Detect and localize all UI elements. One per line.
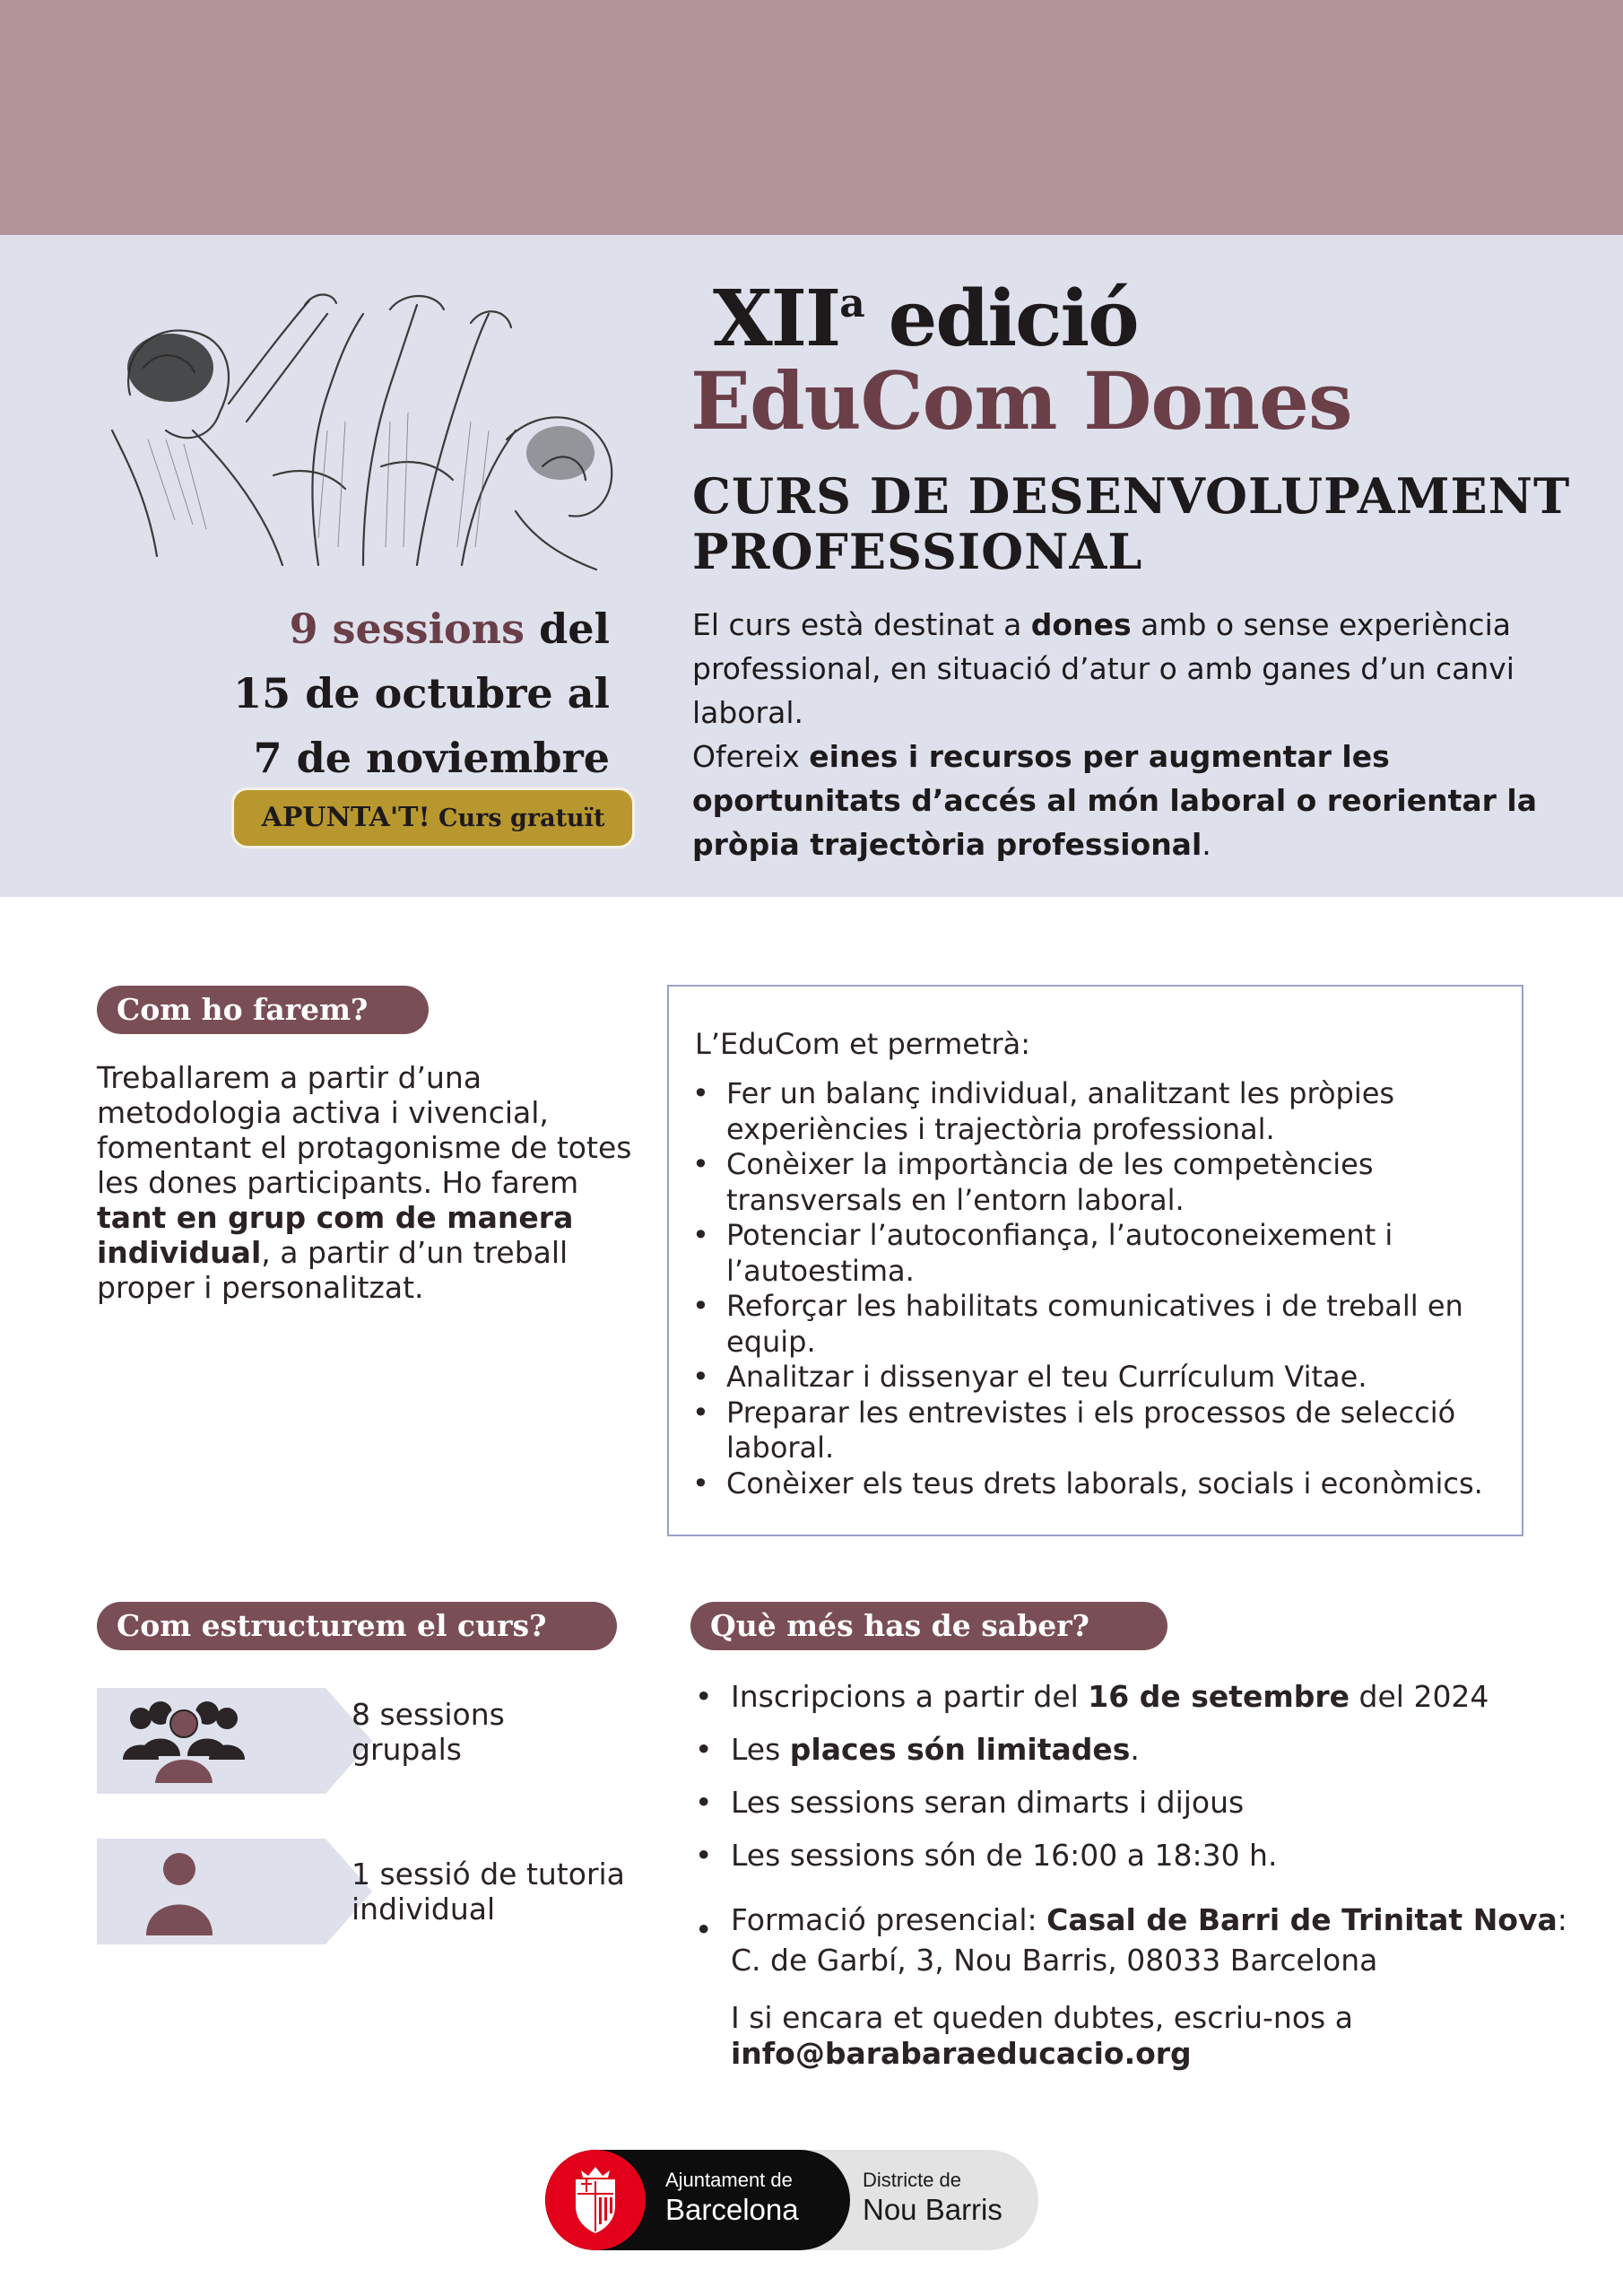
group-session-text: 8 sessions grupals — [352, 1697, 505, 1767]
benefits-intro: L’EduCom et permetrà: — [695, 1027, 1031, 1061]
course-description: El curs està destinat a dones amb o sense experiència professional, en situació d’atur o amb ganes d’un canvi laboral. Ofereix eines i recursos per augmentar les oportunitats d’accés al món laboral o reorientar la pròpia trajectòria professional. — [692, 607, 1537, 862]
top-color-band — [0, 0, 1623, 235]
info-item-days: • Les sessions seran dimarts i dijous — [695, 1785, 1245, 1820]
info-item-location: • Formació presencial: Casal de Barri de Trinitat Nova: C. de Garbí, 3, Nou Barris, 08033 Barcelona — [695, 1902, 1567, 1978]
list-item: • Potenciar l’autoconfiança, l’autoconeixement i l’autoestima. — [690, 1218, 1506, 1289]
info-item-schedule: • Les sessions són de 16:00 a 18:30 h. — [695, 1838, 1278, 1873]
person-icon — [139, 1848, 220, 1937]
raised-hands-illustration — [94, 287, 650, 574]
course-title: CURS DE DESENVOLUPAMENT PROFESSIONAL — [692, 467, 1571, 580]
logo-district-small: Districte de — [863, 2169, 962, 2191]
contact-email-link[interactable]: info@barabaraeducacio.org — [731, 2036, 1192, 2071]
list-item: • Preparar les entrevistes i els processos de selecció laboral. — [690, 1396, 1506, 1466]
logo-city-small: Ajuntament de — [665, 2169, 793, 2191]
benefits-list — [690, 1076, 1506, 1501]
session-dates: 9 sessions del 15 de octubre al 7 de noviembre — [233, 604, 610, 782]
program-name: EduCom Dones — [690, 354, 1352, 448]
how-heading: Com ho farem? — [97, 986, 429, 1034]
list-item: • Conèixer la importància de les competències transversals en l’entorn laboral. — [690, 1147, 1506, 1218]
list-item: • Conèixer els teus drets laborals, socials i econòmics. — [690, 1466, 1506, 1502]
list-item: • Analitzar i dissenyar el teu Currículum Vitae. — [690, 1360, 1506, 1396]
contact-info: I si encara et queden dubtes, escriu-nos a info@barabaraeducacio.org — [731, 2000, 1353, 2071]
info-item-registration: • Inscripcions a partir del 16 de setembre del 2024 — [695, 1679, 1489, 1714]
how-text: Treballarem a partir d’una metodologia activa i vivencial, fomentant el protagonisme de totes les dones participants. Ho farem tant en grup com de manera individual, a partir d’un treball proper i personalitzat. — [97, 1060, 632, 1305]
signup-button[interactable]: APUNTA'T! Curs gratuït — [231, 787, 635, 848]
edition-label: XII$^a$ edició — [713, 274, 1138, 364]
info-heading: Què més has de saber? — [690, 1602, 1167, 1650]
group-people-icon — [121, 1697, 247, 1787]
list-item: • Fer un balanç individual, analitzant les pròpies experiències i trajectòria professional. — [690, 1076, 1506, 1147]
logo-city-big: Barcelona — [665, 2193, 799, 2226]
logo-district-big: Nou Barris — [863, 2193, 1002, 2226]
barcelona-shield-icon — [563, 2163, 628, 2237]
info-item-places: • Les places són limitades. — [695, 1732, 1140, 1767]
individual-session-text: 1 sessió de tutoria individual — [352, 1857, 625, 1926]
list-item: • Reforçar les habilitats comunicatives i de treball en equip. — [690, 1289, 1506, 1360]
structure-heading: Com estructurem el curs? — [97, 1602, 617, 1650]
